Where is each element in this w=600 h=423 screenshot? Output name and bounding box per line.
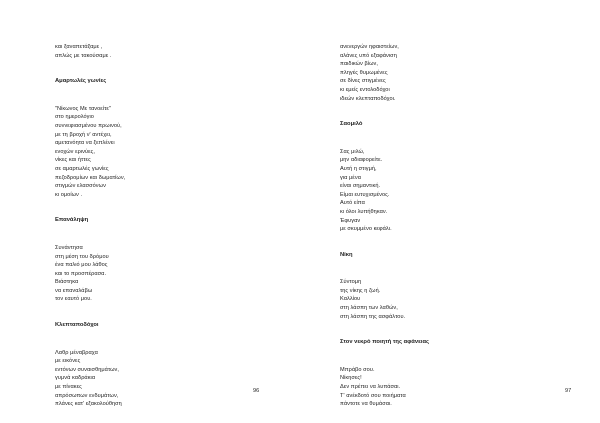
verse-line: Λαθρ μέναβραχα — [55, 349, 98, 356]
verse-line: Δεν πρέπει να λυπάσαι. — [340, 384, 401, 391]
intro-line: κι εμείς εντολοδόχοι — [340, 86, 390, 93]
verse-line: ενοχών ερινύες, — [55, 148, 96, 155]
verse-line: στη λάσπη των λαθών, — [340, 305, 398, 312]
poem-title: Στον νεκρό ποιητή της αφάνειας — [340, 339, 430, 346]
intro-line: ανενεργών ηφαιστείων, — [340, 44, 399, 50]
verse-line: εντόνων συναισθημάτων, — [55, 366, 119, 373]
verse-line: με πίνακες — [55, 384, 82, 391]
verse-line: Αυτή η στιγμή, — [340, 165, 377, 172]
intro-line: παιδικών βίων, — [340, 61, 378, 68]
verse-line: τον εαυτό μου. — [55, 296, 92, 303]
verse-line: μην αδιαφορείτε. — [340, 157, 383, 164]
verse-line: Νίκησες! — [340, 375, 362, 382]
verse-line: συννεφιασμένου πρωινού, — [55, 122, 122, 129]
verse-line: "Νίκωνος Με τανοείτε" — [55, 105, 111, 112]
verse-line: με σκυμμένο κεφάλι. — [340, 226, 392, 233]
right-page — [300, 0, 600, 423]
verse-line: στιγμών ελασσόνων — [55, 183, 106, 190]
verse-line: της νίκης η ζωή. — [340, 287, 381, 294]
page-number: 97 — [565, 388, 572, 394]
verse-line: κι όλοι λυπήθηκαν. — [340, 208, 388, 215]
right-text-column — [340, 43, 540, 409]
intro-line: ιδεών κλεπταποδόχοι. — [340, 95, 396, 102]
verse-line: πεζοδρομίων και δωματίων, — [55, 174, 126, 181]
verse-line: Συνάντησα — [55, 244, 83, 251]
intro-line: πληγές θυμωμένες — [340, 69, 388, 76]
verse-line: νίκες και ήττες — [55, 157, 91, 164]
intro-line: απλώς με τακούσαμε . — [55, 52, 112, 59]
intro-line: αλάνες υπό εξαφάνιση — [340, 52, 397, 59]
intro-line: σε δίνες στιγμένες — [340, 78, 386, 85]
verse-line: Αυτό είπα — [340, 200, 365, 207]
verse-line: Έφυγαν — [340, 217, 361, 224]
poem-title: Κλεπταποδόχοι — [55, 322, 99, 329]
verse-line: είναι σημαντική. — [340, 183, 381, 190]
poem-title: Νίκη — [340, 251, 353, 258]
left-text-column — [55, 43, 245, 409]
verse-line: Είμαι ευτυχισμένος. — [340, 191, 390, 198]
verse-line: να επαναλάβω — [55, 287, 93, 294]
verse-line: πάντοτε να θυμάσαι. — [340, 401, 392, 408]
verse-line: Καλλίου — [340, 296, 361, 303]
verse-line: Μπράβο σου. — [340, 366, 375, 373]
verse-line: στη λάσπη της ασφάλτου. — [340, 313, 406, 320]
intro-line: και ξαναπετάξαμε , — [55, 44, 103, 50]
verse-line: με τη βροχή ν' αντέχει, — [55, 131, 112, 138]
verse-line: Σύντομη — [340, 279, 362, 286]
verse-line: και το προσπέρασα. — [55, 270, 107, 277]
verse-line: ένα παλιό μου λάθος — [55, 262, 108, 269]
verse-line: απρόσωπων ενδυμάτων, — [55, 392, 119, 399]
verse-line: κι ομοίων . — [55, 191, 83, 198]
verse-line: Σας μιλώ, — [340, 148, 365, 155]
verse-line: σε αμαρτωλές γωνίες — [55, 165, 109, 172]
verse-line: για μένα — [340, 174, 361, 181]
verse-line: στη μέση του δρόμου — [55, 253, 109, 260]
verse-line: πλάνες κατ' εξακολούθηση — [55, 401, 122, 408]
poem-title: Σαομιλό — [340, 121, 363, 128]
verse-line: στο ημερολόγιο — [55, 114, 94, 121]
verse-line: Βιάστηκα — [55, 279, 79, 286]
verse-line: Τ' ανέκδοτό σου ποιήματα — [340, 392, 406, 399]
page-number: 96 — [253, 388, 260, 394]
verse-line: γυμνά καδράκια — [55, 375, 96, 382]
verse-line: με εικόνες — [55, 358, 81, 365]
poem-title: Επανάληψη — [55, 217, 89, 224]
verse-line: αμετανόητα να ξεπλένει — [55, 140, 115, 147]
poem-title: Αμαρτωλές γωνίες — [55, 78, 107, 85]
